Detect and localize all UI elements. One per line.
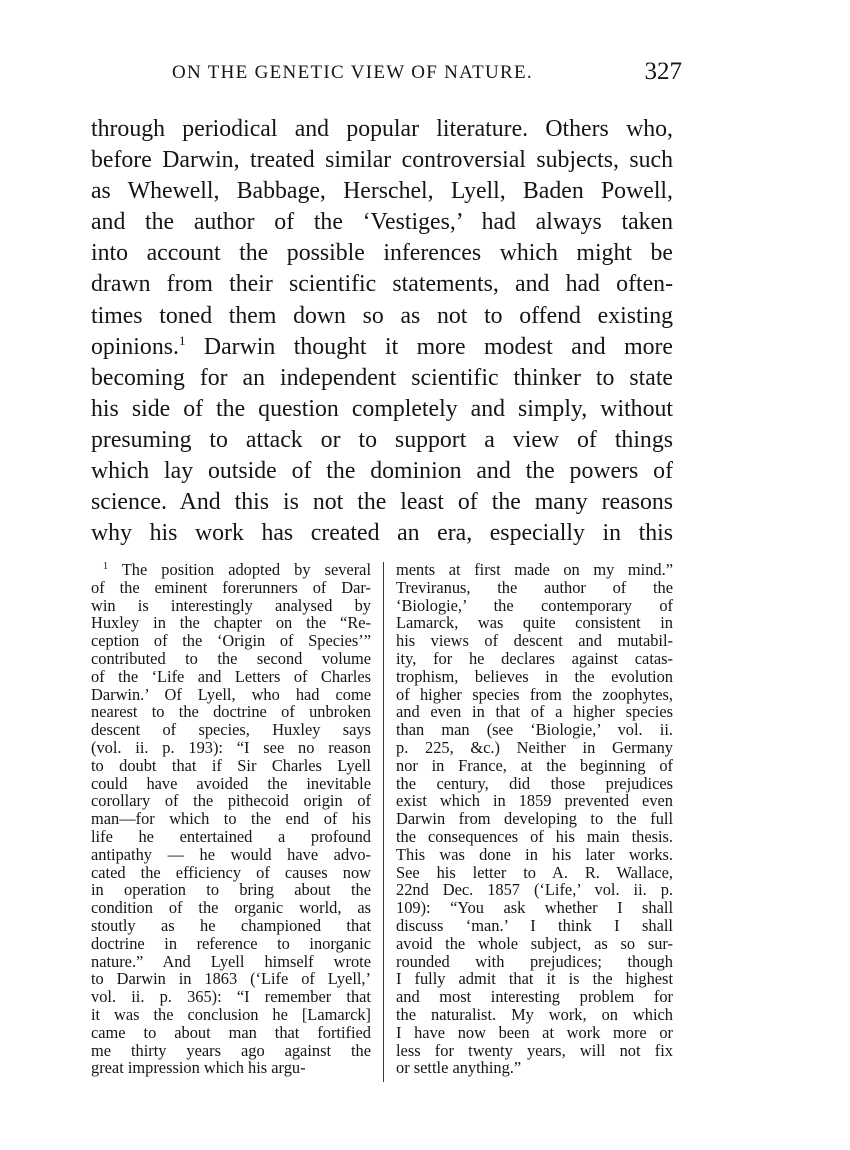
body-line: into account the possible inferences which might be [91, 240, 673, 267]
body-line: his side of the question completely and simply, without [91, 395, 673, 422]
footnote-line-text: The position adopted by several [108, 560, 371, 579]
body-line: through periodical and popular literature. Others who, [91, 116, 673, 142]
footnote-line: than man (see ‘Biologie,’ vol. ii. [396, 720, 673, 740]
body-line: which lay outside of the dominion and the powers of [91, 458, 673, 485]
footnote-line: 109): “You ask whether I shall [396, 898, 673, 918]
body-line: before Darwin, treated similar controversial subjects, such [91, 147, 673, 174]
footnote-line: I fully admit that it is the highest [396, 969, 673, 989]
body-line: becoming for an independent scientific thinker to state [91, 364, 673, 391]
footnote-line: the naturalist. My work, on which [396, 1004, 673, 1024]
footnote-line: to Darwin in 1863 (‘Life of Lyell,’ [91, 969, 371, 989]
footnote-line: exist which in 1859 prevented even [396, 791, 673, 811]
footnote-line: I have now been at work more or [396, 1022, 673, 1042]
footnote-line: and even in that of a higher species [396, 702, 673, 722]
footnote-line: of the eminent forerunners of Dar- [91, 577, 371, 597]
main-paragraph [91, 114, 673, 549]
body-line: why his work has created an era, especially in this [91, 520, 673, 547]
footnote-line: doctrine in reference to inorganic [91, 933, 371, 953]
footnote-line: of the ‘Life and Letters of Charles [91, 666, 371, 686]
footnote-left-column [91, 561, 371, 1077]
footnote-line: and most interesting problem for [396, 987, 673, 1007]
footnote-line: Huxley in the chapter on the “Re- [91, 613, 371, 633]
footnote-line: Lamarck, was quite consistent in [396, 613, 673, 633]
footnote-line: to doubt that if Sir Charles Lyell [91, 755, 371, 775]
footnote-line: ception of the ‘Origin of Species’” [91, 631, 371, 651]
footnote-line: Darwin.’ Of Lyell, who had come [91, 684, 371, 704]
page-number: 327 [644, 58, 682, 85]
column-divider [383, 562, 384, 1082]
footnote-line: ‘Biologie,’ the contemporary of [396, 595, 673, 615]
footnote-line: the consequences of his main thesis. [396, 826, 673, 846]
footnote-line: discuss ‘man.’ I think I shall [396, 915, 673, 935]
footnote-line: great impression which his argu- [91, 1058, 306, 1078]
footnote-line: life he entertained a profound [91, 826, 371, 846]
footnote-line: antipathy — he would have advo- [91, 844, 371, 864]
footnote-line: nature.” And Lyell himself wrote [91, 951, 371, 971]
footnote-line: came to about man that fortified [91, 1022, 371, 1042]
body-line: and the author of the ‘Vestiges,’ had always taken [91, 209, 673, 236]
footnote-line: Treviranus, the author of the [396, 577, 673, 597]
running-head [172, 58, 682, 90]
footnote-line: 22nd Dec. 1857 (‘Life,’ vol. ii. p. [396, 880, 673, 900]
body-line-rest: Darwin thought it more modest and more [185, 333, 673, 360]
footnote-line: avoid the whole subject, as so sur- [396, 933, 673, 953]
footnote-line: in operation to bring about the [91, 880, 371, 900]
body-line: drawn from their scientific statements, and had often- [91, 271, 673, 298]
footnote-line: ments at first made on my mind.” [396, 560, 673, 579]
body-line: times toned them down so as not to offend existing [91, 302, 673, 329]
footnote-line: trophism, believes in the evolution [396, 666, 673, 686]
footnote-line [91, 561, 371, 579]
footnote-line: win is interestingly analysed by [91, 595, 371, 615]
body-line: presuming to attack or to support a view of things [91, 426, 673, 453]
footnote-line: Darwin from developing to the full [396, 809, 673, 829]
footnote-line: the century, did those prejudices [396, 773, 673, 793]
footnote-reference[interactable]: 1 [178, 332, 186, 348]
footnote-line: of higher species from the zoophytes, [396, 684, 673, 704]
body-line-with-footnote-ref [91, 332, 673, 363]
footnote-line: man—for which to the end of his [91, 809, 371, 829]
footnote-line: contributed to the second volume [91, 648, 371, 668]
footnote-line: p. 225, &c.) Neither in Germany [396, 737, 673, 757]
body-line-start: opinions. [91, 333, 179, 360]
footnote-line: descent of species, Huxley says [91, 720, 371, 740]
footnote-line: it was the conclusion he [Lamarck] [91, 1004, 371, 1024]
footnote-line: nor in France, at the beginning of [396, 755, 673, 775]
footnote-line: See his letter to A. R. Wallace, [396, 862, 673, 882]
footnote-line: stoutly as he championed that [91, 915, 371, 935]
body-line: science. And this is not the least of the many reasons [91, 489, 673, 516]
footnote-line: This was done in his later works. [396, 844, 673, 864]
footnote-line: condition of the organic world, as [91, 898, 371, 918]
footnote-line: (vol. ii. p. 193): “I see no reason [91, 737, 371, 757]
footnote-marker: 1 [103, 561, 108, 572]
footnote-line: could have avoided the inevitable [91, 773, 371, 793]
footnote-line: or settle anything.” [396, 1058, 522, 1078]
footnote-line: vol. ii. p. 365): “I remember that [91, 987, 371, 1007]
footnote-right-column [396, 561, 673, 1077]
footnote-line: less for twenty years, will not fix [396, 1040, 673, 1060]
footnote-line: rounded with prejudices; though [396, 951, 673, 971]
footnote-line: his views of descent and mutabil- [396, 631, 673, 651]
footnote-line: corollary of the pithecoid origin of [91, 791, 371, 811]
footnote-line: nearest to the doctrine of unbroken [91, 702, 371, 722]
footnote-line: ity, for he declares against catas- [396, 648, 673, 668]
footnote-line: me thirty years ago against the [91, 1040, 371, 1060]
running-head-title: ON THE GENETIC VIEW OF NATURE. [172, 62, 533, 83]
body-line: as Whewell, Babbage, Herschel, Lyell, Baden Powell, [91, 178, 673, 205]
footnote-line: cated the efficiency of causes now [91, 862, 371, 882]
